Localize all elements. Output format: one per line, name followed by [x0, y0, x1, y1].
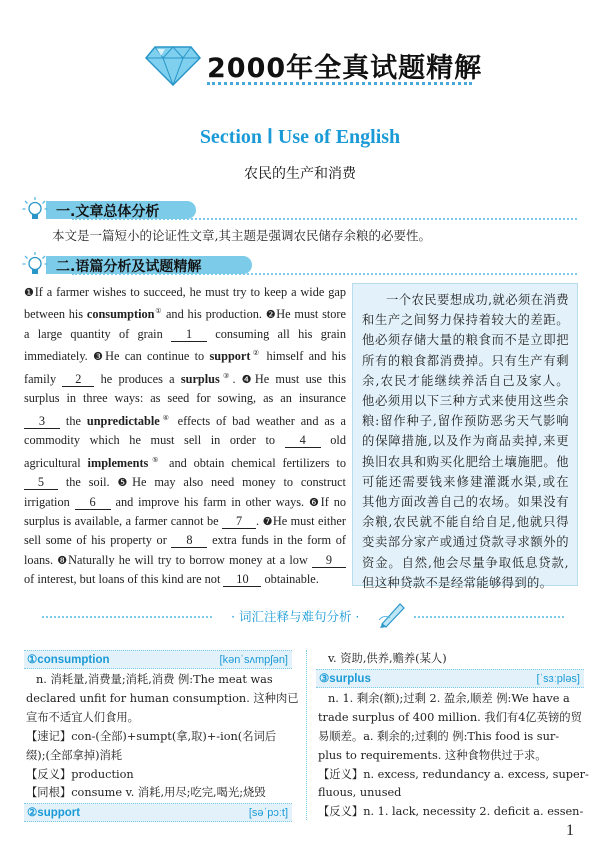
- blank-9[interactable]: 9: [312, 553, 346, 568]
- passage-text: He may also need money to construct irrigation: [24, 475, 346, 509]
- vocab-line: declared unfit for human consumption. 这种肉已: [26, 691, 299, 705]
- vocab-entry-header: [316, 669, 584, 688]
- lightbulb-icon: [22, 196, 48, 222]
- vocab-line: 宣布不适宜人们食用。: [26, 710, 139, 724]
- vocab-marker: ③: [219, 371, 233, 380]
- passage-text: and improve his farm in other ways.: [110, 494, 309, 509]
- vocab-line: plus to requirements. 这种食物供过于求。: [318, 748, 547, 762]
- vocab-entry-word: ②support: [27, 807, 81, 820]
- vocab-line: n. 消耗量,消费量;消耗,消费 例:The meat was: [36, 673, 273, 686]
- part1-heading-bar: [22, 199, 578, 221]
- passage-text: .: [232, 371, 242, 386]
- vocab-heading: · 词汇注释与难句分析 ·: [231, 609, 360, 624]
- page-header: [145, 40, 483, 95]
- vocab-line: 【速记】con-(全部)+sumpt(拿,取)+-ion(名词后: [26, 729, 277, 743]
- vocab-heading-bar: [22, 604, 578, 630]
- passage-text: He can continue to: [105, 349, 210, 364]
- sentence-number: ❺: [117, 476, 133, 490]
- blank-8[interactable]: 8: [171, 533, 207, 548]
- title-underline: [207, 82, 472, 85]
- vocab-line: 【同根】consume v. 消耗,用尽;吃完,喝光;烧毁: [26, 786, 266, 800]
- passage-text: .: [256, 513, 263, 528]
- vocab-word: implements: [87, 455, 149, 470]
- part2-heading: 二.语篇分析及试题精解: [56, 259, 202, 275]
- vocab-entry-header: [24, 803, 292, 822]
- blank-3[interactable]: 3: [24, 414, 60, 429]
- column-divider: [306, 650, 307, 820]
- vocab-word: unpredictable: [86, 413, 160, 428]
- sentence-number: ❸: [93, 350, 106, 364]
- sentence-number: ❶: [24, 286, 35, 299]
- vocab-entry-phonetic: [ˈsɜːpləs]: [536, 672, 580, 685]
- vocab-line: 【近义】n. excess, redundancy a. excess, super-: [318, 767, 589, 781]
- blank-1[interactable]: 1: [171, 327, 207, 342]
- sentence-number: ❽: [57, 553, 69, 567]
- section-title: Section Ⅰ Use of English: [199, 126, 401, 148]
- pen-icon: [378, 600, 408, 628]
- part2-heading-bar: [22, 254, 578, 276]
- blank-6[interactable]: 6: [75, 495, 111, 510]
- vocab-line: n. 1. 剩余(额);过剩 2. 盈余,顺差 例:We have a: [328, 691, 570, 705]
- vocab-word: support: [209, 349, 251, 364]
- vocab-word: consumption: [86, 307, 155, 322]
- blank-2[interactable]: 2: [62, 372, 94, 387]
- article-title: 农民的生产和消费: [244, 166, 356, 182]
- english-passage: [24, 283, 346, 590]
- sentence-number: ❷: [265, 308, 277, 322]
- passage-text: He must use this surplus in three ways: as seed for sowing, as an insurance: [24, 371, 346, 406]
- passage-text: He must either sell some of his property or: [24, 513, 346, 548]
- sentence-number: ❼: [262, 514, 273, 528]
- vocab-column-right: [316, 650, 589, 822]
- passage-text: effects of bad weather and as a commodity which he must sell in order to: [24, 413, 347, 448]
- translation-box: [352, 283, 578, 590]
- page-number: 1: [566, 822, 574, 839]
- blank-5[interactable]: 5: [24, 475, 58, 490]
- lightbulb-icon: [22, 251, 48, 277]
- vocab-entry-word: ③surplus: [319, 672, 371, 685]
- vocab-line: fluous, unused: [318, 786, 402, 800]
- passage-text: and obtain chemical fertilizers to: [162, 455, 346, 470]
- vocab-entry-phonetic: [kənˈsʌmpʃən]: [219, 654, 288, 666]
- vocab-line: 【反义】n. 1. lack, necessity 2. deficit a. essen-: [318, 805, 584, 819]
- vocab-line: 缀);(全部拿掉)消耗: [26, 748, 123, 762]
- passage-text: consuming all his grain immediately.: [24, 326, 346, 364]
- vocab-line: 易顺差。a. 剩余的;过剩的 例:This food is sur-: [318, 729, 560, 743]
- vocab-marker: ②: [250, 349, 262, 358]
- passage-text: himself and his family: [24, 349, 346, 386]
- passage-text: If a farmer wishes to succeed, he must try to keep a wide gap between his: [24, 285, 346, 322]
- passage-text: He must store a large quantity of grain: [24, 307, 346, 341]
- vocab-word: surplus: [180, 371, 220, 386]
- passage-text: If no surplus is available, a farmer cannot be: [24, 494, 346, 528]
- vocab-marker: ⑤: [148, 455, 163, 464]
- vocab-marker: ①: [154, 307, 163, 316]
- passage-text: extra funds in the form of loans.: [24, 533, 346, 567]
- passage-text: the: [60, 413, 87, 428]
- passage-text: the soil.: [58, 475, 118, 490]
- diamond-icon: [145, 44, 201, 86]
- vocab-line: 【反义】production: [26, 767, 134, 781]
- vocab-entry-word: ①consumption: [27, 654, 110, 666]
- sentence-number: ❹: [241, 372, 255, 386]
- page-title: 2000年全真试题精解: [207, 53, 483, 84]
- passage-text: of interest, but loans of this kind are not: [24, 572, 224, 587]
- vocab-line: trade surplus of 400 million. 我们有4亿英镑的贸: [318, 710, 582, 724]
- vocab-column-left: [24, 650, 299, 824]
- blank-10[interactable]: 10: [223, 572, 261, 587]
- sentence-number: ❻: [308, 495, 321, 509]
- vocab-marker: ④: [159, 413, 172, 422]
- part1-heading: 一.文章总体分析: [56, 204, 160, 220]
- blank-7[interactable]: 7: [222, 514, 256, 529]
- passage-text: he produces a: [94, 371, 181, 386]
- vocab-line: v. 资助,供养,赡养(某人): [328, 652, 447, 665]
- passage-text: and his production.: [162, 307, 266, 322]
- summary-text: 本文是一篇短小的论证性文章,其主题是强调农民储存余粮的必要性。: [52, 228, 431, 243]
- blank-4[interactable]: 4: [285, 433, 321, 448]
- vocab-entry-phonetic: [səˈpɔːt]: [248, 807, 288, 820]
- passage-text: old agricultural: [24, 433, 346, 470]
- vocab-entry-header: [24, 650, 292, 669]
- translation-text: 一个农民要想成功,就必须在消费和生产之间努力保持着较大的差距。他必须存储大量的粮食而不是立即把所有的粮食都消费掉。只有生产有剩余,农民才能继续养活自己及家人。他必须用以下三种方式来使用这些余粮:留作种子,留作预防恶劣天气影响的保障措施,以及作为商品卖掉,来更换旧农具和购买化肥给土壤施肥。他可能还需要钱来修建灌溉水渠,或在其他方面改善自己的农场。如果没有余粮,农民就不能自给自足,他就只得变卖部分家产或通过贷款寻求额外的资金。自然,他会尽量争取低息贷款,但这种贷款不是经常能够得到的。: [362, 293, 569, 590]
- passage-text: obtainable.: [261, 572, 319, 587]
- passage-text: Naturally he will try to borrow money at a low: [68, 552, 312, 567]
